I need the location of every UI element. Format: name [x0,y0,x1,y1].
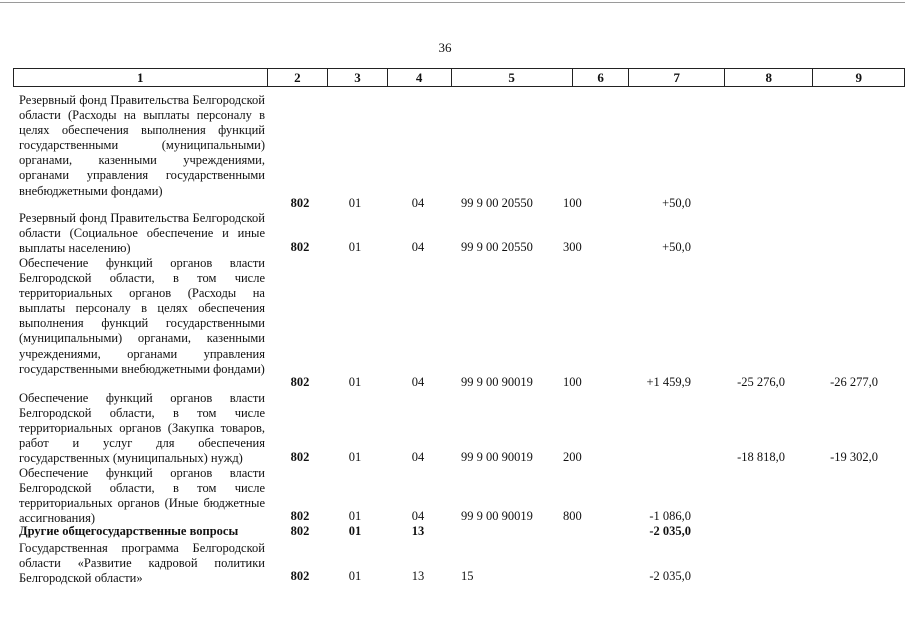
col-subsection: 13 [411,569,425,583]
col-expense-type: 100 [563,375,582,389]
col-subsection: 04 [411,509,425,523]
header-col-8: 8 [724,69,813,87]
header-col-6: 6 [572,69,629,87]
col-amount-7: -1 086,0 [649,509,691,523]
header-col-1: 1 [14,69,268,87]
col-subsection: 04 [411,375,425,389]
col-amount-7: +1 459,9 [646,375,691,389]
col-target-article: 99 9 00 20550 [461,196,533,210]
col-expense-type: 300 [563,240,582,254]
col-ministry: 802 [290,240,310,254]
header-col-7: 7 [629,69,724,87]
col-subsection: 04 [411,240,425,254]
col-section: 01 [348,450,362,464]
col-amount-7: +50,0 [662,240,691,254]
header-col-2: 2 [267,69,328,87]
col-section: 01 [348,196,362,210]
page-number: 36 [438,40,452,55]
col-section: 01 [348,524,362,538]
row-description: Резервный фонд Правительства Белгородской области (Расходы на выплаты персоналу в целях обеспечения выполнения функций государственными (муниципальными) органами, казенными учреждениями, органами управления государственными внебюджетными фондами) [19,93,265,198]
row-description: Обеспечение функций органов власти Белгородской области, в том числе территориальных органов (Иные бюджетные ассигнования) [19,466,265,526]
col-amount-7: -2 035,0 [649,524,691,538]
row-description: Другие общегосударственные вопросы [19,524,239,538]
header-col-9: 9 [813,69,905,87]
col-amount-9: -26 277,0 [830,375,878,389]
col-target-article: 99 9 00 90019 [461,375,533,389]
col-subsection: 04 [411,450,425,464]
col-ministry: 802 [290,450,310,464]
col-section: 01 [348,375,362,389]
col-target-article: 99 9 00 90019 [461,509,533,523]
column-header-table [13,68,905,87]
col-section: 01 [348,569,362,583]
col-ministry: 802 [290,375,310,389]
col-amount-7: +50,0 [662,196,691,210]
col-target-article: 99 9 00 20550 [461,240,533,254]
col-expense-type: 800 [563,509,582,523]
col-target-article: 15 [461,569,474,583]
col-subsection: 04 [411,196,425,210]
col-amount-8: -25 276,0 [737,375,785,389]
col-amount-8: -18 818,0 [737,450,785,464]
header-col-3: 3 [328,69,388,87]
row-description: Обеспечение функций органов власти Белгородской области, в том числе территориальных органов (Закупка товаров, работ и услуг для обеспечения государственных (муниципальных) нужд) [19,391,265,466]
col-ministry: 802 [290,524,310,538]
col-section: 01 [348,240,362,254]
top-rule [0,2,905,3]
row-description: Резервный фонд Правительства Белгородской области (Социальное обеспечение и иные выплаты населению) [19,211,265,256]
col-ministry: 802 [290,509,310,523]
row-description: Государственная программа Белгородской области «Развитие кадровой политики Белгородской области» [19,541,265,586]
col-expense-type: 100 [563,196,582,210]
row-description: Обеспечение функций органов власти Белгородской области, в том числе территориальных органов (Расходы на выплаты персоналу в целях обеспечения выполнения функций государственными (муниципальными) органами, казенными учреждениями, органами управления государственными внебюджетными фондами) [19,256,265,376]
col-subsection: 13 [411,524,425,538]
col-amount-9: -19 302,0 [830,450,878,464]
col-amount-7: -2 035,0 [649,569,691,583]
col-target-article: 99 9 00 90019 [461,450,533,464]
col-ministry: 802 [290,196,310,210]
col-ministry: 802 [290,569,310,583]
header-col-4: 4 [387,69,451,87]
col-section: 01 [348,509,362,523]
header-col-5: 5 [451,69,572,87]
header-row [14,69,905,87]
col-expense-type: 200 [563,450,582,464]
